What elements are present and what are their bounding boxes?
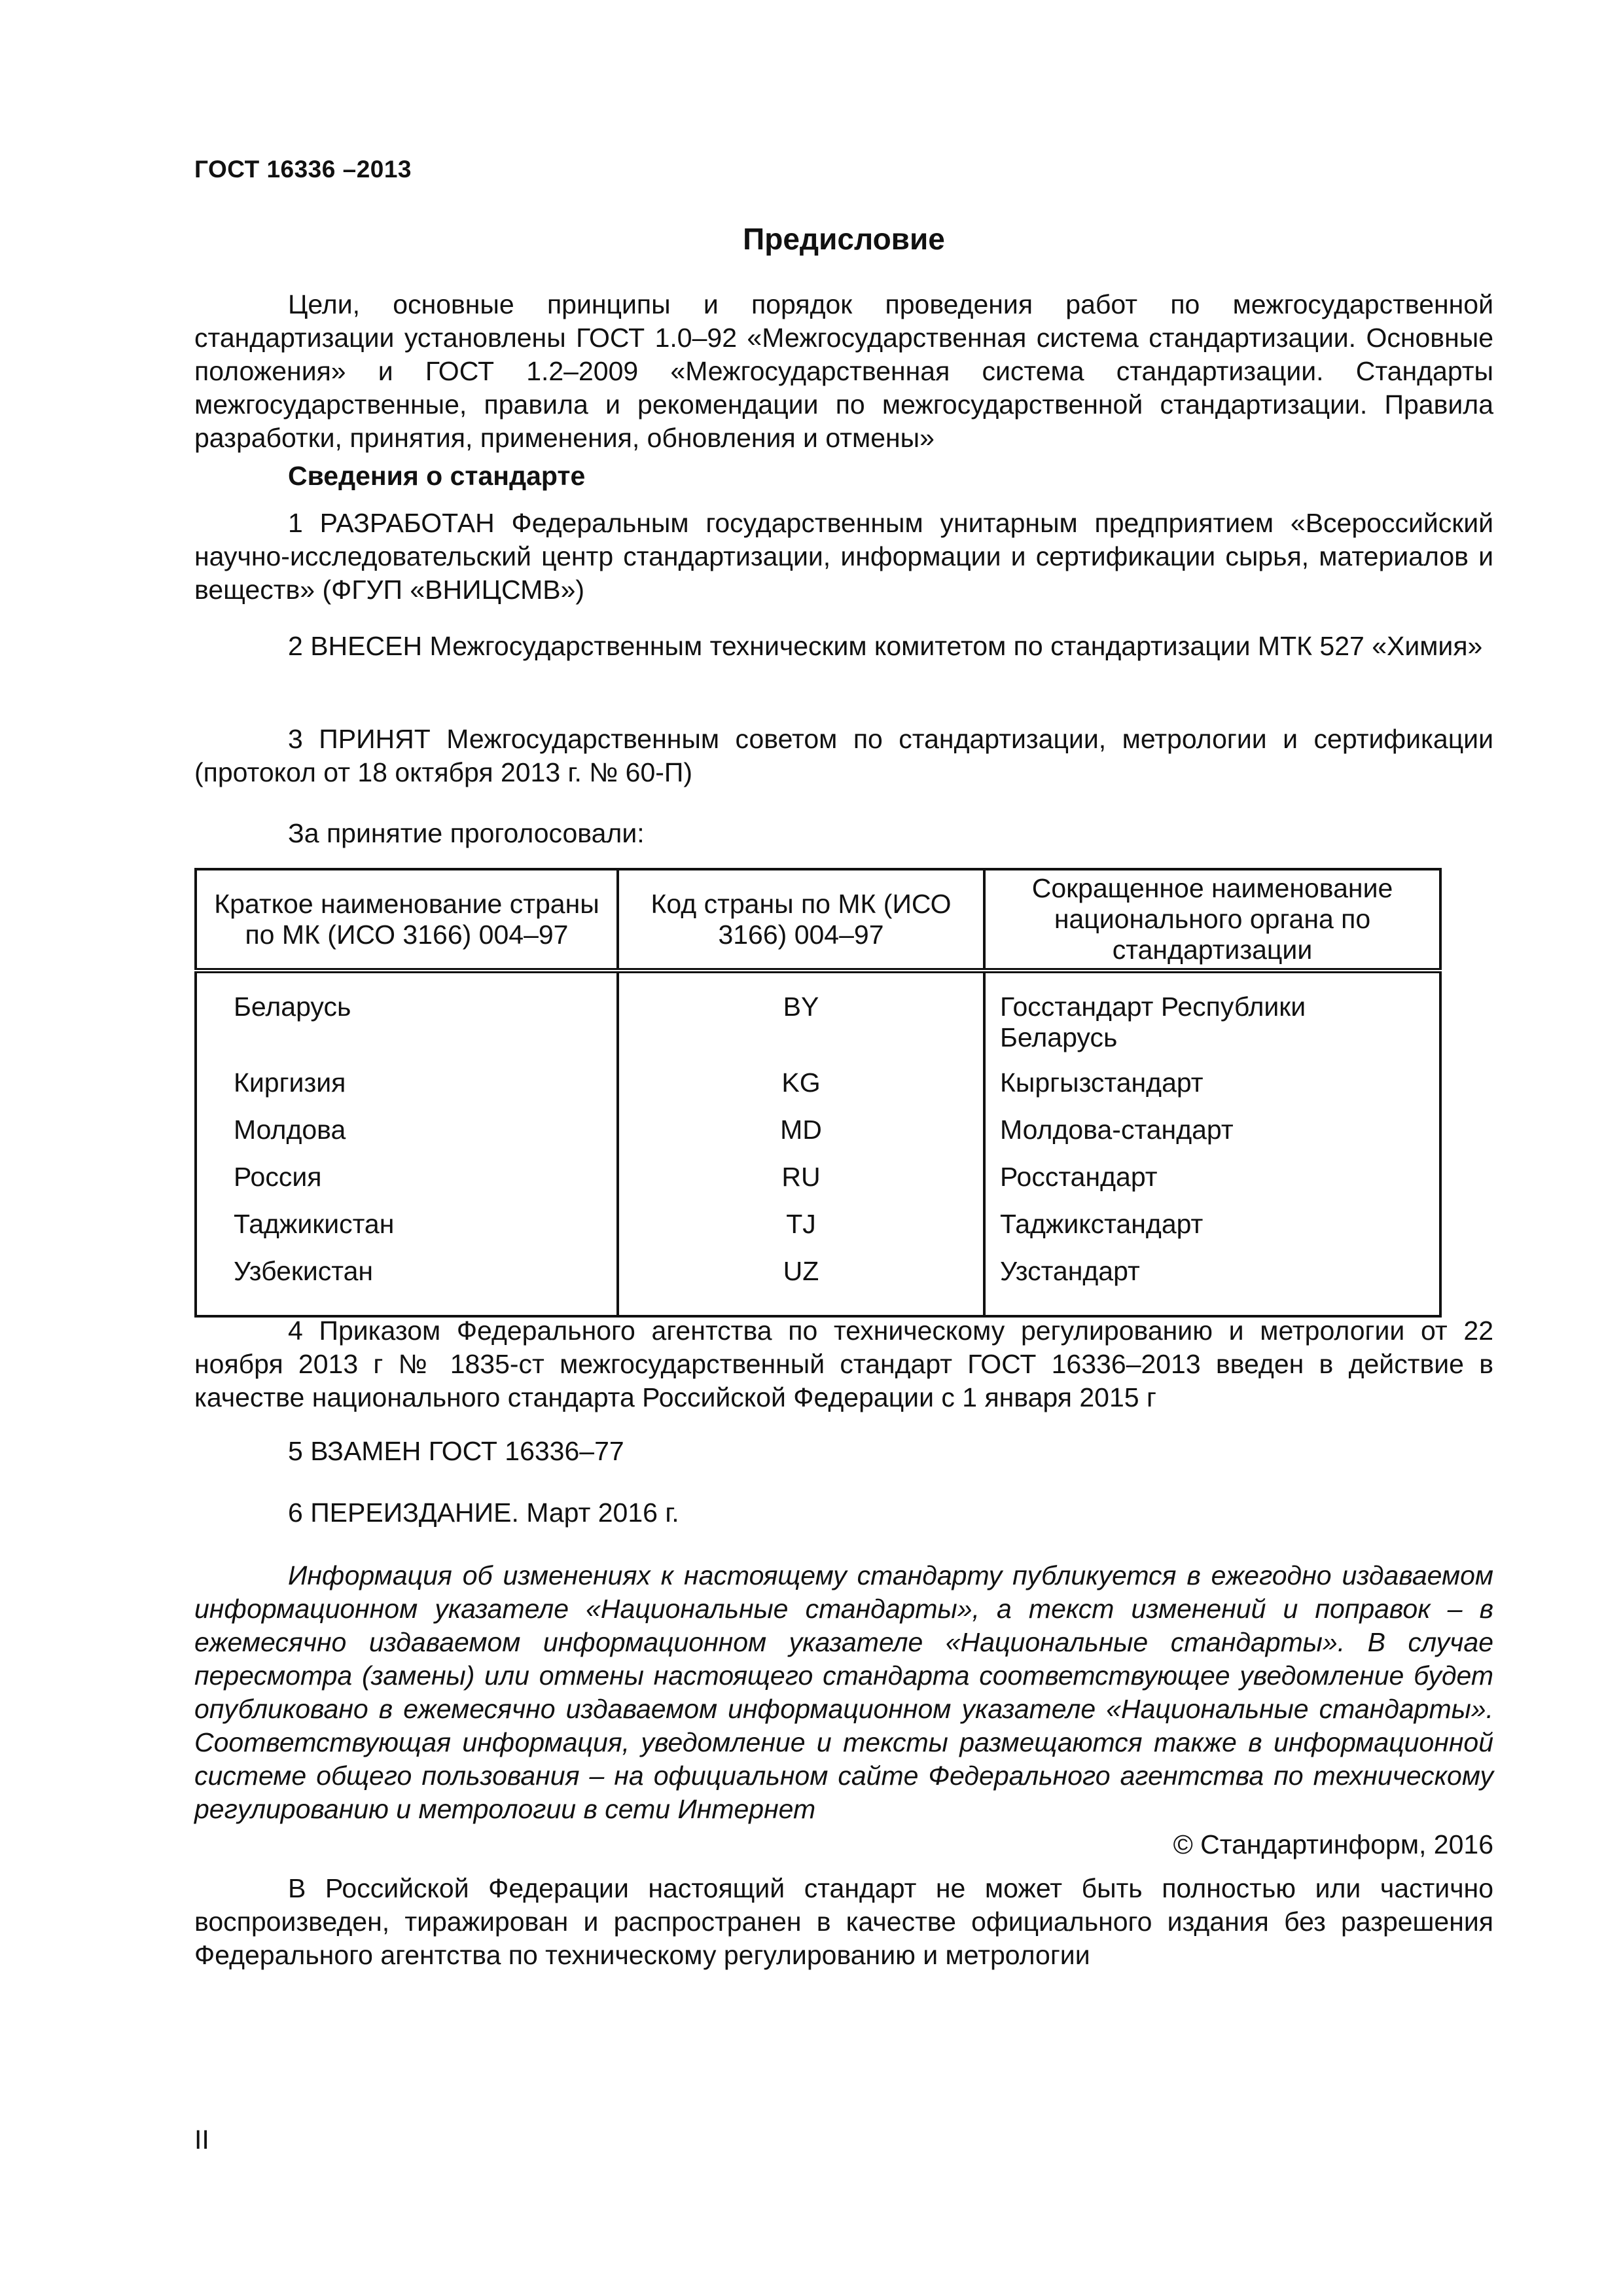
- standards-body-cell: Госстандарт Республики Беларусь: [984, 971, 1440, 1067]
- section-heading: Сведения о стандарте: [288, 461, 586, 491]
- header-country-code: Код страны по МК (ИСО 3166) 004–97: [618, 869, 984, 971]
- country-code-cell: UZ: [618, 1256, 984, 1316]
- standards-body-cell: Таджикстандарт: [984, 1209, 1440, 1256]
- table-row: [196, 971, 1440, 1067]
- country-code-cell: TJ: [618, 1209, 984, 1256]
- standards-body-cell: Росстандарт: [984, 1162, 1440, 1209]
- country-code-cell: KG: [618, 1067, 984, 1115]
- header-country-name: Краткое наименование страны по МК (ИСО 3166) 004–97: [196, 869, 618, 971]
- table-row: [196, 1256, 1440, 1316]
- country-code-cell: MD: [618, 1115, 984, 1162]
- standards-body-cell: Молдова-стандарт: [984, 1115, 1440, 1162]
- item-1-developed: 1 РАЗРАБОТАН Федеральным государственным унитарным предприятием «Всероссийский научно-исследовательский центр стандартизации, информации и сертификации сырья, материалов и веществ» (ФГУП «ВНИЦСМВ»): [194, 508, 1493, 605]
- country-name-cell: Узбекистан: [196, 1256, 618, 1316]
- voting-table: [194, 868, 1442, 1318]
- country-name-cell: Россия: [196, 1162, 618, 1209]
- table-row: [196, 1162, 1440, 1209]
- standards-body-cell: Кыргызстандарт: [984, 1067, 1440, 1115]
- table-row: [196, 1209, 1440, 1256]
- voted-label: За принятие проголосовали:: [288, 818, 645, 848]
- item-5-replaces: 5 ВЗАМЕН ГОСТ 16336–77: [288, 1436, 624, 1466]
- header-standards-body: Сокращенное наименование национального органа по стандартизации: [984, 869, 1440, 971]
- item-4-order: 4 Приказом Федерального агентства по техническому регулированию и метрологии от 22 ноября 2013 г № 1835-ст межгосударственный стандарт ГОСТ 16336–2013 введен в действие в качестве национального стандарта Российской Федерации с 1 января 2015 г: [194, 1316, 1493, 1412]
- country-code-cell: BY: [618, 971, 984, 1067]
- reproduction-restriction: В Российской Федерации настоящий стандарт не может быть полностью или частично воспроизведен, тиражирован и распространен в качестве официального издания без разрешения Федерального агентства по техническому регулированию и метрологии: [194, 1873, 1493, 1970]
- copyright-line: © Стандартинформ, 2016: [1173, 1829, 1493, 1859]
- country-name-cell: Беларусь: [196, 971, 618, 1067]
- table-header-row: [196, 869, 1440, 971]
- country-name-cell: Молдова: [196, 1115, 618, 1162]
- item-3-adopted: 3 ПРИНЯТ Межгосударственным советом по стандартизации, метрологии и сертификации (протокол от 18 октября 2013 г. № 60-П): [194, 724, 1493, 787]
- standards-body-cell: Узстандарт: [984, 1256, 1440, 1316]
- document-code: ГОСТ 16336 –2013: [194, 156, 412, 183]
- table-row: [196, 1115, 1440, 1162]
- page-title: Предисловие: [743, 222, 945, 256]
- intro-paragraph: Цели, основные принципы и порядок проведения работ по межгосударственной стандартизации установлены ГОСТ 1.0–92 «Межгосударственная система стандартизации. Основные положения» и ГОСТ 1.2–2009 «Межгосударственная система стандартизации. Стандарты межгосударственные, правила и рекомендации по межгосударственной стандартизации. Правила разработки, принятия, применения, обновления и отмены»: [194, 289, 1493, 453]
- page-number: II: [194, 2125, 209, 2155]
- country-name-cell: Киргизия: [196, 1067, 618, 1115]
- item-2-introduced: 2 ВНЕСЕН Межгосударственным техническим комитетом по стандартизации МТК 527 «Химия»: [288, 631, 1483, 661]
- table-row: [196, 1067, 1440, 1115]
- item-6-reissue: 6 ПЕРЕИЗДАНИЕ. Март 2016 г.: [288, 1498, 679, 1528]
- country-name-cell: Таджикистан: [196, 1209, 618, 1256]
- changes-info-notice: Информация об изменениях к настоящему стандарту публикуется в ежегодно издаваемом информационном указателе «Национальные стандарты», а текст изменений и поправок – в ежемесячно издаваемом информационном указателе «Национальные стандарты». В случае пересмотра (замены) или отмены настоящего стандарта соответствующее уведомление будет опубликовано в ежемесячно издаваемом информационном указателе «Национальные стандарты». Соответствующая информация, уведомление и тексты размещаются также в информационной системе общего пользования – на официальном сайте Федерального агентства по техническому регулированию и метрологии в сети Интернет: [194, 1560, 1493, 1824]
- country-code-cell: RU: [618, 1162, 984, 1209]
